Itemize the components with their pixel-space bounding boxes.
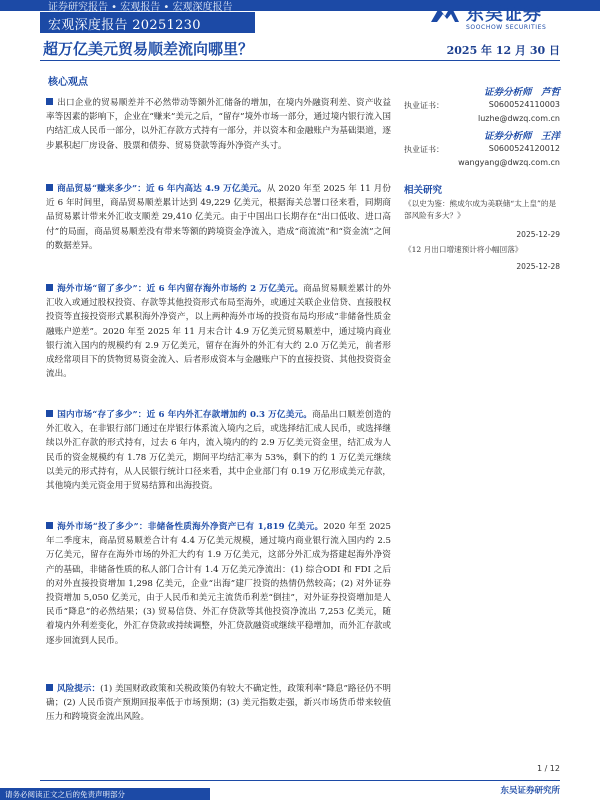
related-research-link[interactable]: 《12 月出口增速预计将小幅回落》: [404, 245, 523, 254]
paragraph-text: (1) 美国财政政策和关税政策仍有较大不确定性，政策利率“降息”路径仍不明确；(2) 人民币资产预期回报率低于市场预期；(3) 美元指数走强，新兴市场货币带来较值压力和跨境资金流出风险。: [46, 684, 391, 723]
soochow-logo-icon: [429, 2, 461, 26]
related-research-date: 2025-12-28: [516, 262, 560, 271]
summary-paragraph-5: [46, 520, 391, 648]
analyst-email[interactable]: luzhe@dwzq.com.cn: [477, 114, 560, 123]
footer-divider: [40, 780, 560, 781]
report-type-banner: [40, 12, 255, 33]
analyst-name: 证券分析师 王洋: [483, 131, 560, 142]
related-research-link[interactable]: 《以史为鉴：熊成尔成为美联储“太上皇”的是部风险有多大？》: [404, 199, 557, 220]
header-divider: [40, 60, 560, 61]
bullet-square-icon: [46, 184, 53, 191]
analyst-cert-number: S0600524110003: [488, 100, 560, 109]
summary-paragraph-3: [46, 282, 391, 381]
page-number: 1 / 12: [536, 764, 560, 773]
bullet-square-icon: [46, 684, 53, 691]
disclaimer-bar: [0, 788, 210, 800]
paragraph-text: 从 2020 年至 2025 年 11 月份近 6 年时间里，商品贸易顺差累计达到 49,229 亿美元，根据海关总署口径来看，同期商品贸易累计带来外汇收支顺差 29,410 亿美元。由于中国出口长期存在“出口低收、进口高付”的局面，商品贸易顺差没有带来等额的跨境资金净流入，造成“商流流”和“资金流”之间的数据差异。: [46, 184, 391, 251]
bullet-square-icon: [46, 284, 53, 291]
paragraph-lead: 海外市场“留了多少”：近 6 年内留存海外市场约 2 万亿美元。: [57, 284, 304, 294]
bullet-square-icon: [46, 522, 53, 529]
analyst-email[interactable]: wangyang@dwzq.com.cn: [458, 158, 560, 167]
paragraph-text: 商品出口顺差创造的外汇收入，在非银行部门通过在岸银行体系流入境内之后，或选择结汇成人民币，或选择继续以外汇存款的形式持有，过去 6 年内，流入境内的约 2.9 万亿美元资金里，结汇成为人民币的资金规模约有 1.78 万亿美元，期间平均结汇率为 53%，剩下的约 1 万亿美元继续以美元的形式持有，从人民银行统计口径来看，其中企业部门有 0.19 万亿形成美元存款，其他境内美元资金用于贸易结算和出海投资。: [46, 410, 391, 492]
summary-paragraph-4: [46, 408, 391, 493]
paragraph-lead: 海外市场“投了多少”：非储备性质海外净资产已有 1,819 亿美元。: [57, 522, 324, 532]
bullet-square-icon: [46, 410, 53, 417]
risk-warning-paragraph: [46, 682, 391, 725]
cert-label: 执业证书：: [404, 101, 444, 110]
footer-organization: 东吴证券研究所: [500, 786, 560, 796]
paragraph-text: 出口企业的贸易顺差并不必然带动等额外汇储备的增加，在境内外融资利差、资产收益率等因素的影响下，企业在“赚来”美元之后，“留存”境外市场一部分，通过境内银行流入国内结汇成人民币一部分，以外汇存款方式持有一部分，并以资本和金融账户为基础渠道，逐步累积起厂房设备、股票和债券、贸易贷款等海外净资产头寸。: [46, 98, 391, 151]
bullet-square-icon: [46, 98, 53, 105]
analyst-cert-number: S0600524120012: [488, 144, 560, 153]
disclaimer-text: 请务必阅读正文之后的免责声明部分: [5, 790, 125, 799]
paragraph-lead: 商品贸易“赚来多少”：近 6 年内高达 4.9 万亿美元。: [57, 184, 267, 194]
related-research-date: 2025-12-29: [516, 230, 560, 239]
logo-english-name: SOOCHOW SECURITIES: [466, 24, 547, 31]
summary-paragraph-1: [46, 96, 391, 153]
top-category-text: 证券研究报告 • 宏观报告 • 宏观深度报告: [48, 2, 233, 11]
summary-paragraph-2: [46, 182, 391, 253]
paragraph-lead: 风险提示：: [57, 684, 101, 694]
summary-section-label: 核心观点: [48, 77, 88, 88]
paragraph-text: 2020 年至 2025 年二季度末，商品贸易顺差合计有 4.4 万亿美元规模，通过境内商业银行流入国内约 2.5 万亿美元，留存在海外市场的外汇大约有 1.9 万亿美元，这部分外汇成为搭建起海外净资产的基础，非储备性质的私人部门合计有 1.4 万亿美元净流出：(1) 综合ODI 和 FDI 之后的对外直接投资增加 1,298 亿美元，企业“出海”建厂投资的热情仍然较高；(2) 对外证券投资增加 5,050 亿美元，由于人民币和美元主流货币利差“倒挂”，对外证券投资增加是人民币“降息”的必然结果；(3) 贸易信贷、外汇存贷款等其他投资净流出 7,253 亿美元，随着境内外利差变化，外汇存贷款或持续调整，外汇贷款融资或继续平稳增加，而外汇存款或逐步回流到人民币。: [46, 522, 391, 646]
related-research-title: 相关研究: [404, 185, 443, 196]
report-date: 2025 年 12 月 30 日: [446, 44, 560, 57]
page-title: 超万亿美元贸易顺差流向哪里？: [43, 40, 254, 58]
logo-chinese-name: 东吴证券: [466, 4, 542, 25]
analyst-name: 证券分析师 芦哲: [483, 87, 560, 98]
paragraph-text: 商品贸易顺差累计的外汇收入或通过股权投资、存款等其他投资形式布局至海外，或通过关联企业信贷、直接股权投资等直接投资形式累积海外净资产，以上两种海外市场的投资布局均形成“非储备性质金融账户逆差”。2020 年至 2025 年 11 月末合计 4.9 万亿美元贸易顺差中，通过境内商业银行流入国内的规模约有 2.9 万亿美元，留存在海外的外汇有大约 2.0 万亿美元，前者形成经常项目下的货物贸易资金流入、后者形成资本与金融账户下的直接投资、其他投资资金流出。: [46, 284, 391, 380]
cert-label: 执业证书：: [404, 145, 444, 154]
report-type-text: 宏观深度报告 20251230: [48, 18, 201, 33]
paragraph-lead: 国内市场“存了多少”：近 6 年内外汇存款增加约 0.3 万亿美元。: [57, 410, 313, 420]
